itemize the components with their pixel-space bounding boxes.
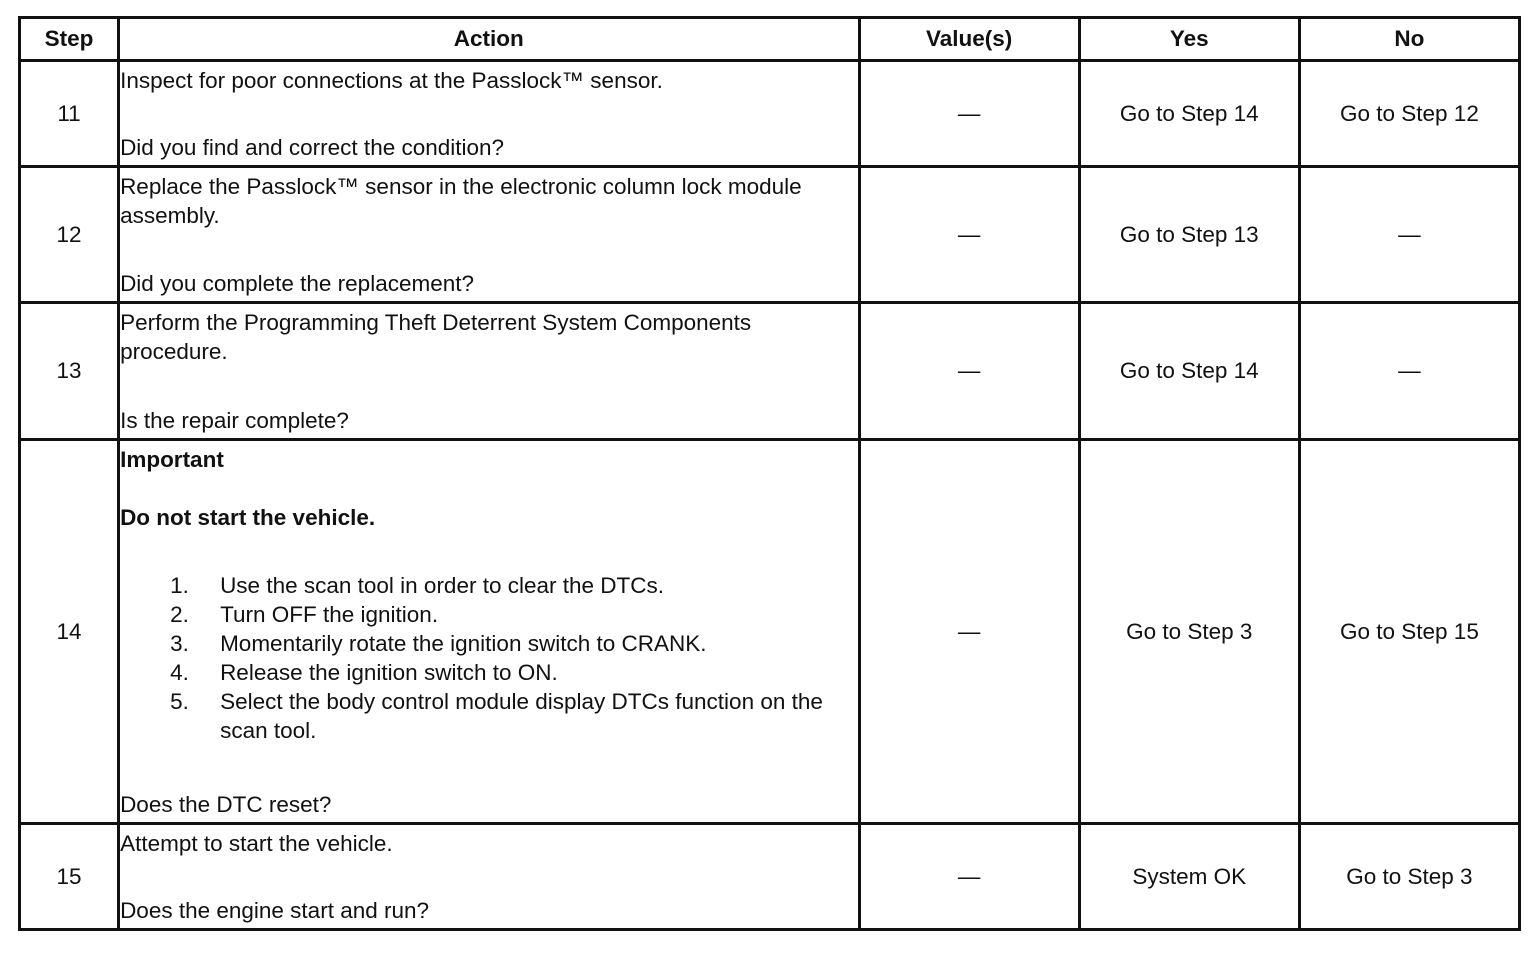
substep-number: 1. — [170, 573, 189, 598]
list-item — [120, 571, 857, 600]
table-row — [20, 824, 1520, 930]
table-row — [20, 61, 1520, 167]
value-cell: — — [859, 61, 1079, 167]
header-no: No — [1299, 18, 1519, 61]
action-cell — [119, 61, 859, 167]
no-result: Go to Step 3 — [1299, 824, 1519, 930]
list-item — [120, 629, 857, 658]
action-question: Does the DTC reset? — [120, 792, 332, 817]
table-row — [20, 303, 1520, 440]
action-instruction: Replace the Passlock™ sensor in the electronic column lock module assembly. — [120, 174, 802, 228]
step-number: 14 — [20, 440, 119, 824]
action-instruction: Attempt to start the vehicle. — [120, 831, 393, 856]
table-row — [20, 440, 1520, 824]
action-question: Is the repair complete? — [120, 408, 349, 433]
table-header-row — [20, 18, 1520, 61]
list-item — [120, 687, 857, 745]
action-cell — [119, 824, 859, 930]
value-cell: — — [859, 824, 1079, 930]
substep-number: 4. — [170, 660, 189, 685]
step-number: 11 — [20, 61, 119, 167]
step-number: 12 — [20, 167, 119, 303]
header-yes: Yes — [1079, 18, 1299, 61]
action-cell — [119, 303, 859, 440]
substep-text: Turn OFF the ignition. — [220, 602, 439, 627]
diagnostic-table — [18, 16, 1521, 931]
yes-result: Go to Step 14 — [1079, 61, 1299, 167]
substep-number: 2. — [170, 602, 189, 627]
step-number: 13 — [20, 303, 119, 440]
yes-result: Go to Step 14 — [1079, 303, 1299, 440]
no-result: Go to Step 12 — [1299, 61, 1519, 167]
substep-text: Momentarily rotate the ignition switch to CRANK. — [220, 631, 707, 656]
header-action: Action — [119, 18, 859, 61]
yes-result: System OK — [1079, 824, 1299, 930]
yes-result: Go to Step 3 — [1079, 440, 1299, 824]
yes-result: Go to Step 13 — [1079, 167, 1299, 303]
substep-text: Use the scan tool in order to clear the DTCs. — [220, 573, 665, 598]
value-cell: — — [859, 303, 1079, 440]
value-cell: — — [859, 167, 1079, 303]
action-instruction: Perform the Programming Theft Deterrent System Components procedure. — [120, 310, 752, 364]
substep-text: Select the body control module display DTCs function on the scan tool. — [220, 689, 823, 743]
list-item — [120, 600, 857, 629]
substep-list — [120, 571, 857, 745]
action-cell — [119, 440, 859, 824]
no-result: — — [1299, 167, 1519, 303]
action-question: Does the engine start and run? — [120, 898, 430, 923]
action-question: Did you complete the replacement? — [120, 271, 475, 296]
no-result: Go to Step 15 — [1299, 440, 1519, 824]
step-number: 15 — [20, 824, 119, 930]
table-row — [20, 167, 1520, 303]
action-instruction: Inspect for poor connections at the Passlock™ sensor. — [120, 68, 663, 93]
header-values: Value(s) — [859, 18, 1079, 61]
action-cell — [119, 167, 859, 303]
value-cell: — — [859, 440, 1079, 824]
header-step: Step — [20, 18, 119, 61]
substep-number: 3. — [170, 631, 189, 656]
no-result: — — [1299, 303, 1519, 440]
substep-number: 5. — [170, 689, 189, 714]
important-label: Important — [120, 447, 224, 472]
action-question: Did you find and correct the condition? — [120, 135, 505, 160]
substep-text: Release the ignition switch to ON. — [220, 660, 558, 685]
list-item — [120, 658, 857, 687]
important-note: Do not start the vehicle. — [120, 505, 376, 530]
